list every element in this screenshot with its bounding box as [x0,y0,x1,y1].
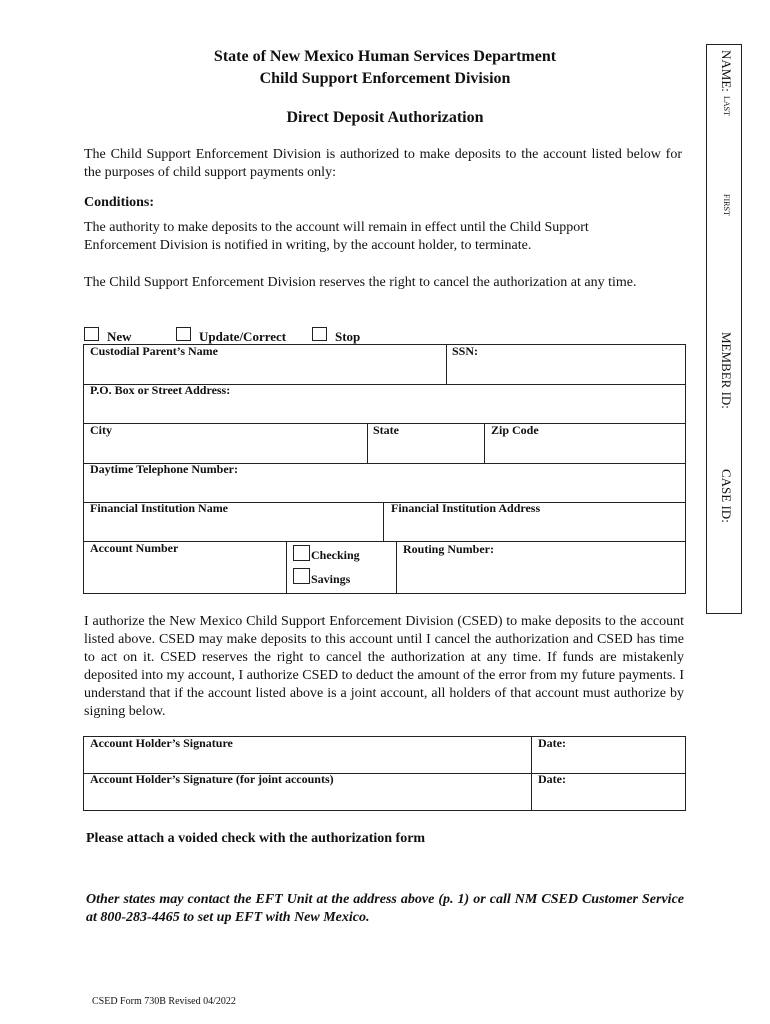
update-correct-label: Update/Correct [199,329,287,344]
financial-institution-address-field[interactable]: Financial Institution Address [391,501,541,515]
state-field[interactable]: State [373,423,399,437]
checking-label: Checking [311,548,360,562]
division-title: Child Support Enforcement Division [259,70,511,87]
signature-field-2[interactable]: Account Holder’s Signature (for joint accounts) [90,772,334,786]
form-title: Direct Deposit Authorization [286,109,484,126]
custodial-parent-name-field[interactable]: Custodial Parent’s Name [90,344,218,358]
account-number-field[interactable]: Account Number [90,541,179,555]
attach-check-note: Please attach a voided check with the authorization form [86,831,426,846]
routing-number-field[interactable]: Routing Number: [403,542,495,556]
ssn-field[interactable]: SSN: [452,344,479,358]
savings-label: Savings [311,572,351,586]
stop-label: Stop [335,329,361,344]
other-states-note: Other states may contact the EFT Unit at the address above (p. 1) or call NM CSED Customer Service at 800-283-4465 to set up EFT with New Mexico. [86,892,684,925]
conditions-heading: Conditions: [84,195,155,210]
new-checkbox[interactable] [84,327,99,341]
financial-institution-name-field[interactable]: Financial Institution Name [90,501,229,515]
sidebar-case-id-label: CASE ID: [719,469,734,523]
department-title: State of New Mexico Human Services Department [213,48,557,65]
sidebar-first-label: FIRST [722,194,731,216]
savings-checkbox[interactable] [293,568,310,584]
authorization-paragraph: I authorize the New Mexico Child Support Enforcement Division (CSED) to make deposits to the account listed above. CSED may make deposits to this account until I cancel the authorization and CSED has time to act on it. CSED reserves the right to cancel the authorization at any time. If funds are mistakenly deposited into my account, I authorize CSED to deduct the amount of the error from my future payments. I understand that if the account listed above is a joint account, all holders of that account must authorize by signing below. [84,614,684,719]
signature-field-1[interactable]: Account Holder’s Signature [90,736,233,750]
sidebar-last-label: LAST [722,96,731,116]
city-field[interactable]: City [90,423,112,437]
date-field-2[interactable]: Date: [538,772,566,786]
address-field[interactable]: P.O. Box or Street Address: [90,383,231,397]
intro-paragraph: The Child Support Enforcement Division is authorized to make deposits to the account listed below for the purposes of child support payments only: [84,147,682,180]
update-correct-checkbox[interactable] [176,327,191,341]
date-field-1[interactable]: Date: [538,736,566,750]
checking-checkbox[interactable] [293,545,310,561]
sidebar-name-label: NAME: [719,50,734,92]
stop-checkbox[interactable] [312,327,327,341]
daytime-phone-field[interactable]: Daytime Telephone Number: [90,462,238,476]
new-label: New [107,329,132,344]
conditions-paragraph-1: The authority to make deposits to the account will remain in effect until the Child Support Enforcement Division is notified in writing, by the account holder, to terminate. [84,220,589,253]
zip-code-field[interactable]: Zip Code [491,423,539,437]
conditions-paragraph-2: The Child Support Enforcement Division reserves the right to cancel the authorization at any time. [84,275,637,290]
sidebar-id-box [706,44,742,614]
form-footer: CSED Form 730B Revised 04/2022 [92,996,236,1007]
sidebar-member-id-label: MEMBER ID: [719,332,734,409]
